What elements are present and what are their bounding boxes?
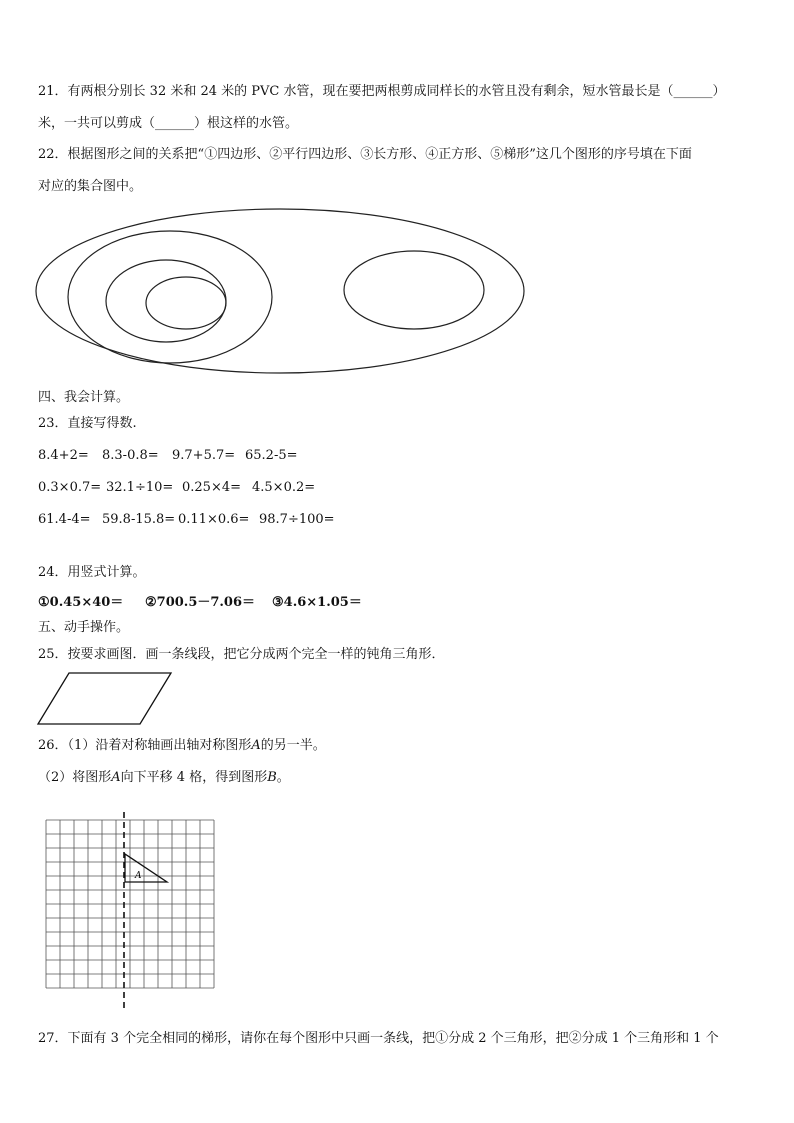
q26-var-a: A [251, 738, 261, 753]
q23-item: 32.1÷10= [106, 480, 174, 495]
q26-part2 [38, 770, 290, 786]
q24-items [38, 595, 362, 611]
section-5-heading: 五、动手操作。 [38, 620, 130, 635]
q21-line1: 21．有两根分别长 32 米和 24 米的 PVC 水管，现在要把两根剪成同样长的水管且没有剩余，短水管最长是（______） [38, 84, 726, 99]
q23-row-2 [38, 480, 315, 496]
q22-line2: 对应的集合图中。 [38, 179, 143, 194]
q26-part1-end: 的另一半。 [260, 738, 326, 753]
q23-row-1 [38, 448, 298, 464]
q23-row-3 [38, 512, 335, 528]
shape-a-triangle [125, 854, 167, 882]
q26-part2-mid: 向下平移 4 格，得到图形 [120, 770, 268, 785]
set-diagram [34, 205, 529, 380]
q23-item: 0.3×0.7= [38, 480, 102, 495]
q23-item: 0.11×0.6= [178, 512, 250, 527]
q24-item: ②700.5－7.06＝ [145, 595, 256, 610]
q23-item: 8.4+2= [38, 448, 89, 463]
q21-line2: 米，一共可以剪成（______）根这样的水管。 [38, 116, 299, 131]
q23-item: 65.2-5= [245, 448, 298, 463]
parallelogram [38, 673, 171, 724]
grid-figure [40, 812, 220, 1012]
q26-part1 [38, 738, 326, 754]
q26-var-b: B [267, 770, 277, 785]
q26-part1-text: 26．（1）沿着对称轴画出轴对称图形 [38, 738, 252, 753]
q23-item: 98.7÷100= [259, 512, 335, 527]
q23-item: 61.4-4= [38, 512, 91, 527]
q26-part2-text: （2）将图形 [38, 770, 112, 785]
grid-lines [46, 820, 214, 988]
q27-text: 27．下面有 3 个完全相同的梯形，请你在每个图形中只画一条线，把①分成 2 个三角形，把②分成 1 个三角形和 1 个 [38, 1031, 719, 1046]
q23-item: 8.3-0.8= [102, 448, 159, 463]
section-4-heading: 四、我会计算。 [38, 390, 130, 405]
q24-title: 24．用竖式计算。 [38, 565, 146, 580]
ellipse-level3 [106, 260, 226, 342]
q23-title: 23．直接写得数. [38, 416, 137, 431]
q23-item: 4.5×0.2= [252, 480, 316, 495]
q23-item: 0.25×4= [182, 480, 242, 495]
q24-item: ①0.45×40＝ [38, 595, 124, 610]
shape-a-label: A [135, 871, 142, 881]
outer-ellipse [36, 209, 524, 373]
q24-item: ③4.6×1.05＝ [272, 595, 362, 610]
q22-line1: 22．根据图形之间的关系把“①四边形、②平行四边形、③长方形、④正方形、⑤梯形”这几个图形的序号填在下面 [38, 147, 692, 162]
ellipse-inner [146, 277, 226, 329]
q26-part2-end: 。 [276, 770, 290, 785]
q23-item: 59.8-15.8= [102, 512, 176, 527]
parallelogram-figure [36, 670, 176, 728]
q23-item: 9.7+5.7= [172, 448, 236, 463]
q25-text: 25．按要求画图．画一条线段，把它分成两个完全一样的钝角三角形． [38, 647, 445, 662]
ellipse-level2 [68, 231, 272, 363]
q26-var-a2: A [111, 770, 121, 785]
ellipse-right [344, 251, 484, 329]
